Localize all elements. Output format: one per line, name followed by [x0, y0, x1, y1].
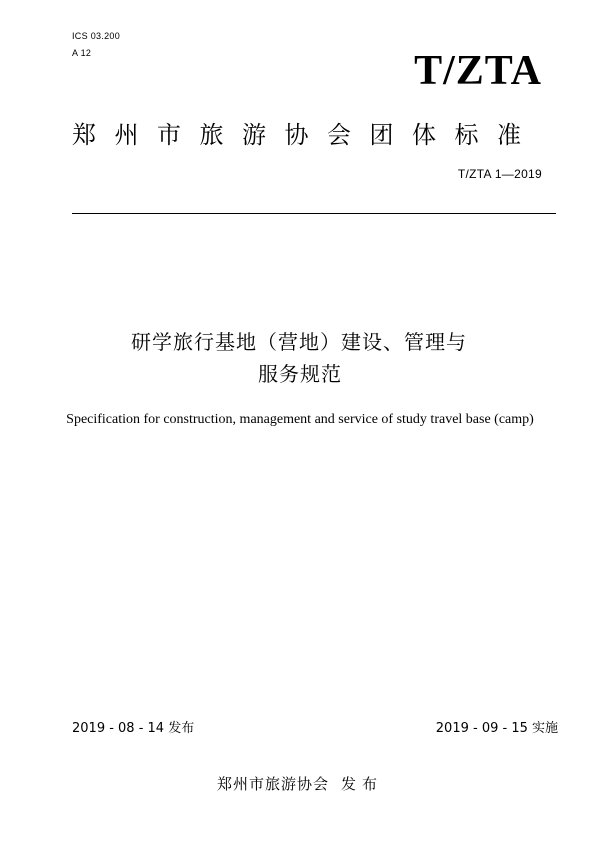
standard-number: T/ZTA 1—2019: [457, 167, 542, 181]
document-title: [0, 326, 600, 390]
organization-standard-title: 郑州市旅游协会团体标准: [72, 121, 540, 149]
publisher-verb: 发布: [341, 775, 384, 793]
standard-logo: T/ZTA: [414, 48, 542, 94]
header-divider: [72, 213, 556, 214]
ics-code: ICS 03.200: [72, 31, 121, 41]
ccs-code: A 12: [72, 48, 92, 58]
publisher: [0, 773, 600, 794]
implementation-date: 2019 - 09 - 15 实施: [435, 721, 558, 736]
release-date: 2019 - 08 - 14 发布: [72, 721, 195, 736]
publisher-name: 郑州市旅游协会: [216, 775, 329, 793]
document-title-english: Specification for construction, management and service of study travel base (camp): [66, 412, 534, 427]
document-title-line2: 服务规范: [258, 362, 342, 386]
document-title-line1: 研学旅行基地（营地）建设、管理与: [131, 330, 467, 354]
